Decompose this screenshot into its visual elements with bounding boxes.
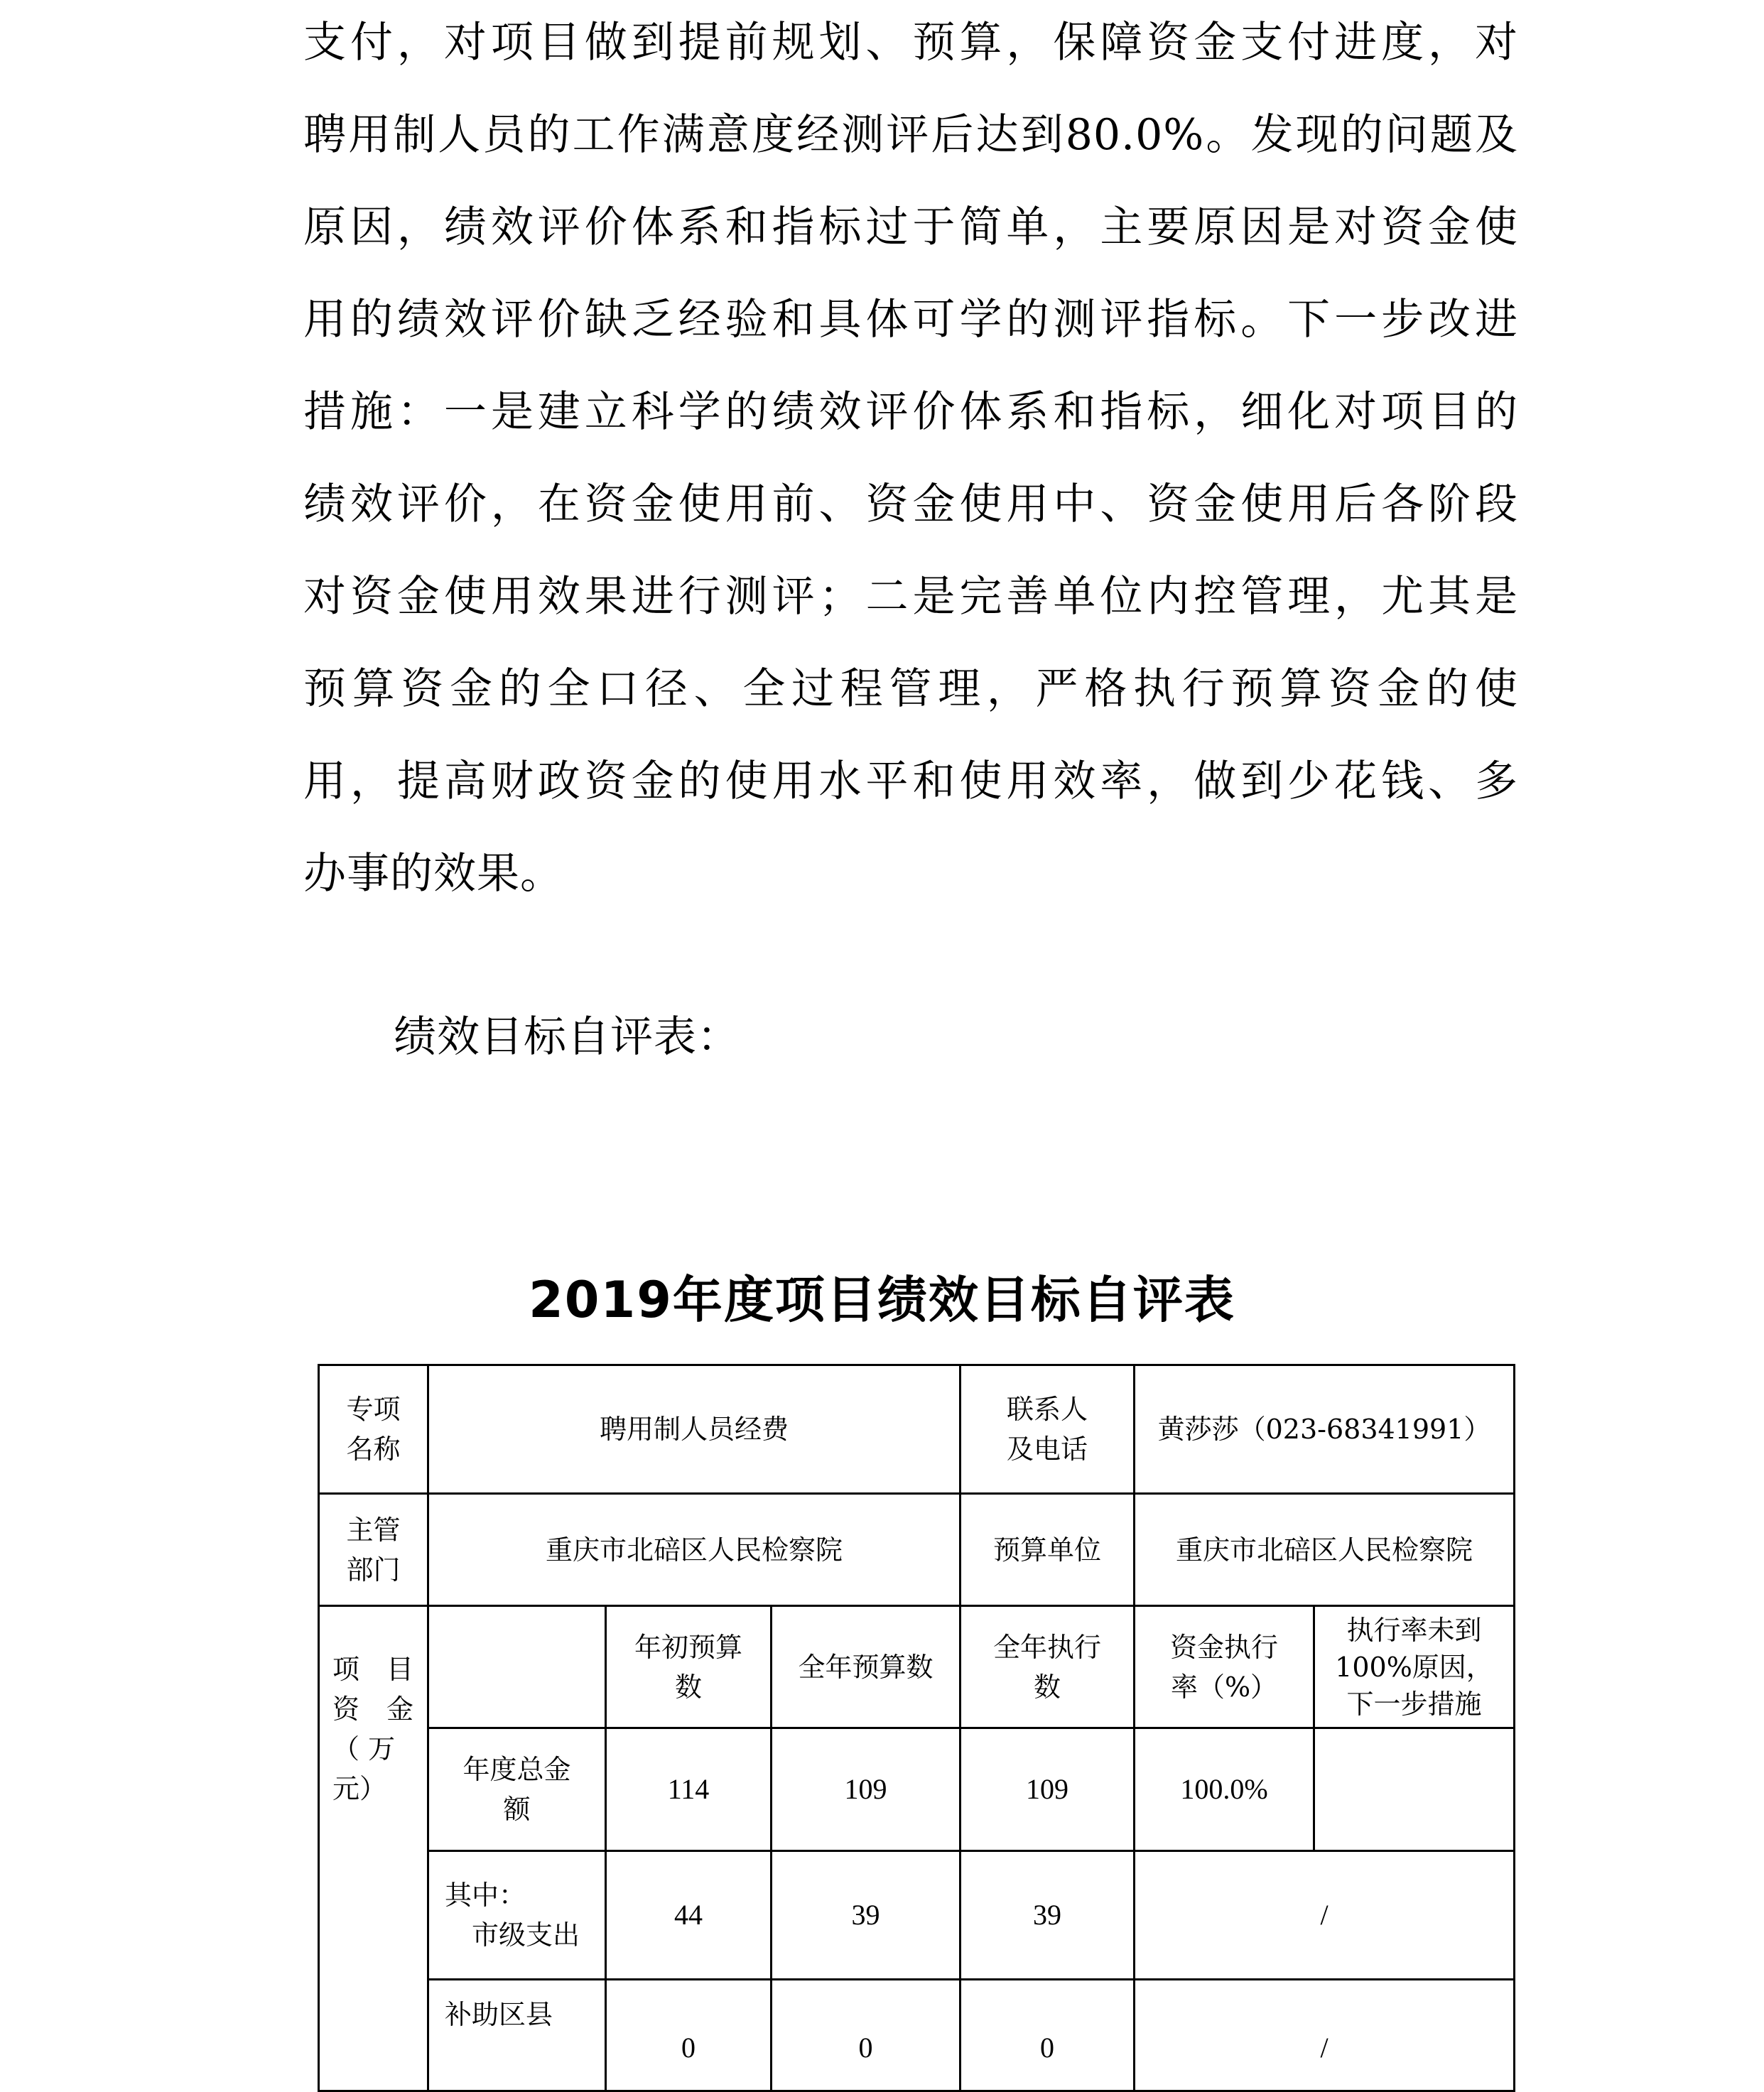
header-line: 执行率未到	[1346, 1614, 1482, 1646]
cell-value: 0	[1040, 2032, 1054, 2064]
header-text: 全年预算数	[798, 1651, 934, 1683]
body-line: 用，提高财政资金的使用水平和使用效率，做到少花钱、多	[303, 757, 1518, 806]
row-label-city-expenditure	[427, 1850, 607, 1980]
row-label-line: 年度总金	[462, 1754, 571, 1785]
cell-value: 39	[851, 1899, 880, 1931]
cell-value: 100.0%	[1180, 1773, 1268, 1805]
cell-value: /	[1320, 2032, 1329, 2064]
row-label-district-subsidy	[427, 1978, 607, 2092]
budget-unit-value	[1133, 1492, 1515, 1607]
department-label	[318, 1492, 429, 1607]
body-line: 绩效评价，在资金使用前、资金使用中、资金使用后各阶段	[303, 479, 1518, 529]
header-line: 年初预算	[634, 1631, 742, 1663]
header-line: 资金执行	[1169, 1631, 1278, 1663]
body-line: 支付，对项目做到提前规划、预算，保障资金支付进度，对	[303, 18, 1518, 67]
header-initial-budget	[605, 1605, 772, 1729]
body-line: 措施：一是建立科学的绩效评价体系和指标，细化对项目的	[303, 387, 1518, 437]
row-label-line: 其中：	[445, 1880, 526, 1911]
contact-text: 黄莎莎（023-68341991）	[1157, 1414, 1491, 1445]
table-cell-annual-budget	[770, 1727, 961, 1852]
label-line: 资 金	[332, 1693, 414, 1725]
department-text: 重庆市北碚区人民检察院	[545, 1534, 843, 1566]
project-name-text: 聘用制人员经费	[599, 1414, 789, 1445]
header-line: 全年执行	[992, 1631, 1101, 1663]
contact-value	[1133, 1364, 1515, 1495]
table-cell-merged-na	[1133, 1978, 1515, 2092]
table-cell-initial-budget	[605, 1978, 772, 2092]
budget-unit-text: 重庆市北碚区人民检察院	[1175, 1534, 1473, 1566]
cell-value: 39	[1033, 1899, 1061, 1931]
project-funds-label	[318, 1605, 429, 2092]
body-line-last: 办事的效果。	[303, 849, 563, 899]
project-name-label	[318, 1364, 429, 1495]
header-execution-rate	[1133, 1605, 1315, 1729]
row-label-annual-total	[427, 1727, 607, 1852]
table-title: 2019年度项目绩效目标自评表	[529, 1271, 1235, 1329]
body-line: 原因，绩效评价体系和指标过于简单，主要原因是对资金使	[303, 202, 1518, 252]
header-line: 下一步措施	[1346, 1688, 1482, 1720]
header-line: 100%原因，	[1335, 1651, 1493, 1683]
budget-unit-label	[959, 1492, 1135, 1607]
header-line: 率（%）	[1170, 1671, 1278, 1703]
body-line: 对资金使用效果进行测评；二是完善单位内控管理，尤其是	[303, 572, 1518, 622]
table-cell-initial-budget	[605, 1727, 772, 1852]
contact-label	[959, 1364, 1135, 1495]
cell-value: /	[1320, 1899, 1329, 1931]
cell-value: 0	[681, 2032, 696, 2064]
header-line: 数	[1033, 1671, 1061, 1703]
table-cell-reason	[1313, 1727, 1515, 1852]
cell-value: 109	[844, 1773, 887, 1805]
table-lead-in: 绩效目标自评表：	[394, 1012, 740, 1062]
label-line: 元）	[332, 1773, 387, 1804]
label-line: 名称	[346, 1433, 401, 1465]
budget-unit-label-text: 预算单位	[992, 1534, 1101, 1566]
table-cell-execution-rate	[1133, 1727, 1315, 1852]
header-annual-budget	[770, 1605, 961, 1729]
label-line: 专项	[346, 1394, 401, 1425]
row-label-line: 额	[503, 1794, 531, 1825]
cell-value: 114	[667, 1773, 710, 1805]
body-line: 聘用制人员的工作满意度经测评后达到80.0%。发现的问题及	[303, 110, 1518, 160]
row-label-line: 市级支出	[445, 1919, 580, 1951]
label-line: 项 目	[332, 1654, 414, 1685]
department-value	[427, 1492, 961, 1607]
header-reason	[1313, 1605, 1515, 1729]
table-cell-annual-budget	[770, 1978, 961, 2092]
header-line: 数	[674, 1671, 702, 1703]
row-label-header-empty	[427, 1605, 607, 1729]
label-line: 部门	[346, 1554, 401, 1586]
cell-value: 44	[674, 1899, 703, 1931]
project-name-value	[427, 1364, 961, 1495]
body-line: 预算资金的全口径、全过程管理，严格执行预算资金的使	[303, 664, 1518, 714]
label-line: （ 万	[332, 1733, 396, 1765]
table-cell-annual-execution	[959, 1850, 1135, 1980]
header-annual-execution	[959, 1605, 1135, 1729]
row-label-line: 补助区县	[445, 1999, 553, 2030]
cell-value: 0	[858, 2032, 873, 2064]
table-cell-merged-na	[1133, 1850, 1515, 1980]
table-cell-annual-execution	[959, 1727, 1135, 1852]
body-line: 用的绩效评价缺乏经验和具体可学的测评指标。下一步改进	[303, 295, 1518, 345]
table-cell-annual-execution	[959, 1978, 1135, 2092]
label-line: 及电话	[1006, 1433, 1088, 1465]
cell-value: 109	[1026, 1773, 1068, 1805]
label-line: 主管	[346, 1514, 401, 1546]
table-cell-initial-budget	[605, 1850, 772, 1980]
label-line: 联系人	[1006, 1394, 1088, 1425]
table-cell-annual-budget	[770, 1850, 961, 1980]
